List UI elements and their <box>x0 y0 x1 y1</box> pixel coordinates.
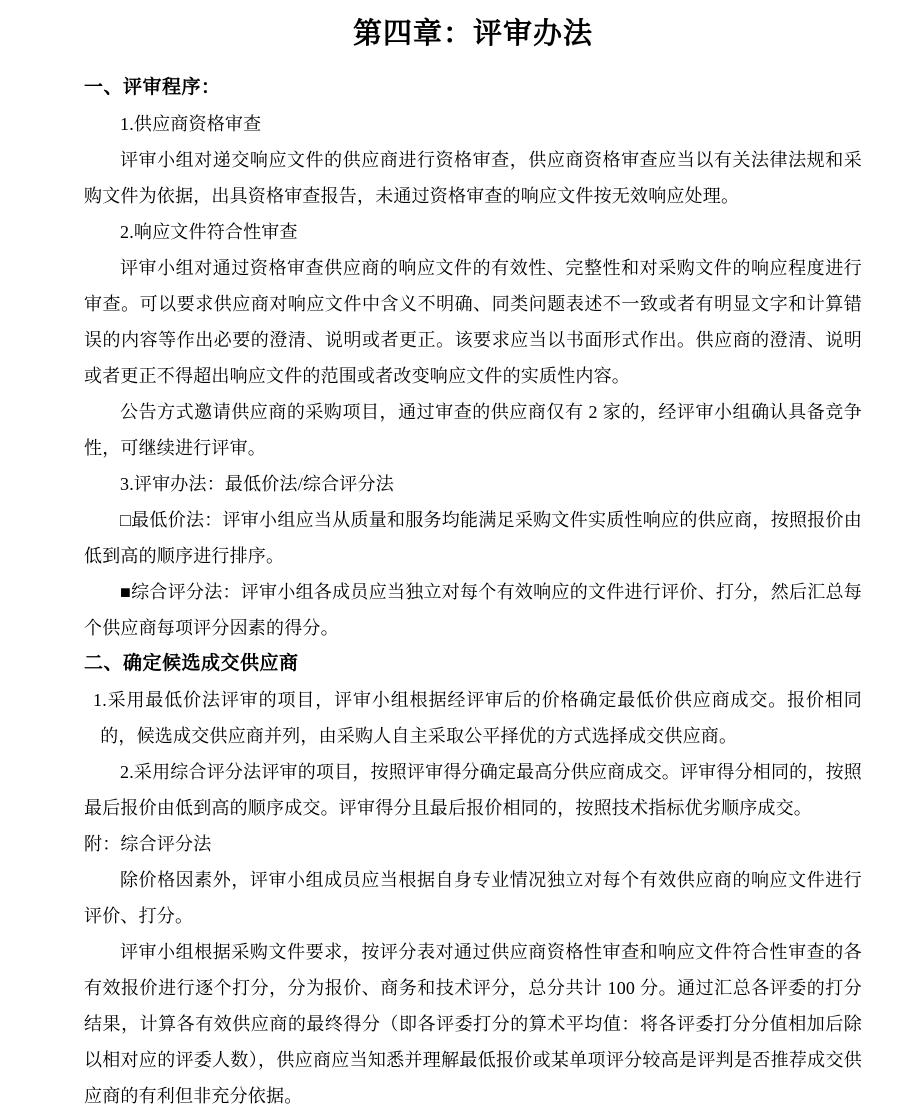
paragraph-comprehensive-scoring-award-rule: 2.采用综合评分法评审的项目，按照评审得分确定最高分供应商成交。评审得分相同的，按照最后报价由低到高的顺序成交。评审得分且最后报价相同的，按照技术指标优劣顺序成交。 <box>84 762 862 818</box>
section-candidate-winning-supplier <box>84 646 862 1114</box>
paragraph-response-conformity-review-title: 2.响应文件符合性审查 <box>120 222 298 242</box>
section-evaluation-procedure <box>84 70 862 646</box>
paragraph-lowest-price-method-unchecked: □最低价法：评审小组应当从质量和服务均能满足采购文件实质性响应的供应商，按照报价由低到高的顺序进行排序。 <box>84 510 862 566</box>
paragraph-independent-scoring-rule: 除价格因素外，评审小组成员应当根据自身专业情况独立对每个有效供应商的响应文件进行评价、打分。 <box>84 870 862 926</box>
paragraph-comprehensive-scoring-method-checked: ■综合评分法：评审小组各成员应当独立对每个有效响应的文件进行评价、打分，然后汇总每个供应商每项评分因素的得分。 <box>84 582 862 638</box>
paragraph-announcement-invitation: 公告方式邀请供应商的采购项目，通过审查的供应商仅有 2 家的，经评审小组确认具备竞争性，可继续进行评审。 <box>84 402 862 458</box>
paragraph-response-conformity-review-body: 评审小组对通过资格审查供应商的响应文件的有效性、完整性和对采购文件的响应程度进行审查。可以要求供应商对响应文件中含义不明确、同类问题表述不一致或者有明显文字和计算错误的内容等作出必要的澄清、说明或者更正。该要求应当以书面形式作出。供应商的澄清、说明或者更正不得超出响应文件的范围或者改变响应文件的实质性内容。 <box>84 258 862 386</box>
paragraph-evaluation-method-title: 3.评审办法：最低价法/综合评分法 <box>120 474 394 494</box>
paragraph-supplier-qualification-review-body: 评审小组对递交响应文件的供应商进行资格审查，供应商资格审查应当以有关法律法规和采购文件为依据，出具资格审查报告，未通过资格审查的响应文件按无效响应处理。 <box>84 150 862 206</box>
paragraph-scoring-table-total-100-rule: 评审小组根据采购文件要求，按评分表对通过供应商资格性审查和响应文件符合性审查的各有效报价进行逐个打分，分为报价、商务和技术评分，总分共计 100 分。通过汇总各评委的打分结果，计算各有效供应商的最终得分（即各评委打分的算术平均值：将各评委打分分值相加后除以相对应的评委人数），供应商应当知悉并理解最低报价或某单项评分较高是评判是否推荐成交供应商的有利但非充分依据。 <box>84 942 862 1106</box>
paragraph-supplier-qualification-review-title: 1.供应商资格审查 <box>120 114 262 134</box>
chapter-title: 第四章：评审办法 <box>352 18 593 50</box>
section-heading-candidate-winning-supplier: 二、确定候选成交供应商 <box>84 653 299 674</box>
paragraph-appendix-comprehensive-scoring-title: 附：综合评分法 <box>84 834 212 854</box>
section-heading-evaluation-procedure: 一、评审程序： <box>84 77 221 98</box>
paragraph-lowest-price-award-rule: 1.采用最低价法评审的项目，评审小组根据经评审后的价格确定最低价供应商成交。报价相同的，候选成交供应商并列，由采购人自主采取公平择优的方式选择成交供应商。 <box>93 690 862 746</box>
